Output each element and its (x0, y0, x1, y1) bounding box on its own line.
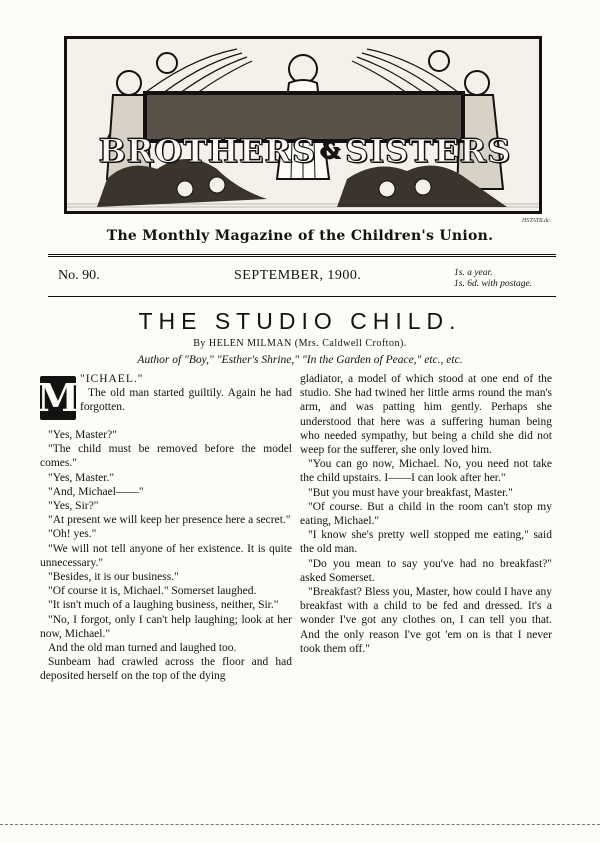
issue-info-row (58, 268, 558, 292)
paragraph: "Yes, Master." (48, 471, 115, 484)
paragraph: "Do you mean to say you've had no breakfast?" asked Somerset. (300, 557, 552, 584)
page-bottom-edge (0, 824, 600, 825)
paragraph: "Yes, Master?" (48, 429, 117, 441)
story-author-credits: Author of "Boy," "Esther's Shrine," "In the Garden of Peace," etc., etc. (137, 354, 463, 366)
paragraph: "You can go now, Michael. No, you need not take the child upstairs. I——I can look after her." (300, 458, 552, 485)
paragraph: "It isn't much of a laughing business, neither, Sir." (48, 599, 279, 612)
opening-text (80, 372, 292, 415)
opening-lines: The old man started guiltily. Again he had forgotten. (80, 387, 292, 414)
paragraph: "Yes, Sir?" (48, 500, 99, 513)
subscription-price (454, 268, 558, 290)
paragraph: "No, I forgot, only I can't help laughing; look at her now, Michael." (40, 613, 292, 640)
paragraph: Sunbeam had crawled across the floor and had deposited herself on the top of the dying (40, 656, 292, 683)
issue-number: No. 90. (58, 268, 100, 283)
paragraph: "Of course it is, Michael." Somerset laughed. (48, 585, 257, 598)
paragraph: gladiator, a model of which stood at one end of the studio. She had twined her little arms round the man's arm, and was patting him gently. Perhaps she understood that here was a suffering human being who needed sympathy, but being a child she did not weep for the sufferer, she only loved him. (300, 373, 552, 457)
artist-signature: HSTATR.dc. (522, 218, 552, 224)
opening-word: "ICHAEL." (80, 373, 144, 385)
masthead-artwork (67, 39, 539, 211)
text-column-left (36, 372, 292, 684)
opening-block (36, 372, 292, 428)
paragraph: "We will not tell anyone of her existence. It is quite unnecessary." (40, 542, 292, 569)
paragraph: "I know she's pretty well stopped me eating," said the old man. (300, 529, 552, 556)
paragraph: "Of course. But a child in the room can't stop my eating, Michael." (300, 500, 552, 528)
paragraph: "And, Michael——" (48, 485, 144, 498)
price-postage: 1s. 6d. with postage. (454, 279, 533, 289)
paragraph: "The child must be removed before the model comes." (40, 443, 292, 470)
masthead-title-ampersand: & (320, 138, 342, 164)
paragraph: "Breakfast? Bless you, Master, how could I have any breakfast with a child to be fed and dressed. It's a wonder I've got any clothes on, I can tell you that. And the only reason I've got 'em on is that I never took them off." (300, 586, 552, 655)
story-title: THE STUDIO CHILD. (138, 308, 462, 334)
header-divider-top (48, 254, 556, 257)
masthead-illustration (64, 36, 542, 214)
paragraph: And the old man turned and laughed too. (48, 642, 237, 655)
paragraph: "Oh! yes." (48, 528, 97, 541)
paragraph: "But you must have your breakfast, Master." (308, 486, 513, 499)
header-divider-bottom (48, 296, 556, 297)
magazine-subtitle: The Monthly Magazine of the Children's Union. (106, 228, 494, 244)
issue-date: SEPTEMBER, 1900. (234, 268, 362, 283)
masthead-title (98, 127, 512, 175)
masthead-title-left: BROTHERS (98, 132, 317, 170)
paragraph: "At present we will keep her presence here a secret." (48, 514, 291, 527)
drop-cap: M (36, 374, 80, 420)
story-byline: By HELEN MILMAN (Mrs. Caldwell Crofton). (193, 338, 407, 349)
masthead-title-right: SISTERS (345, 132, 512, 170)
paragraph: "Besides, it is our business." (48, 571, 179, 584)
text-column-right (300, 372, 552, 656)
price-yearly: 1s. a year. (454, 268, 493, 278)
